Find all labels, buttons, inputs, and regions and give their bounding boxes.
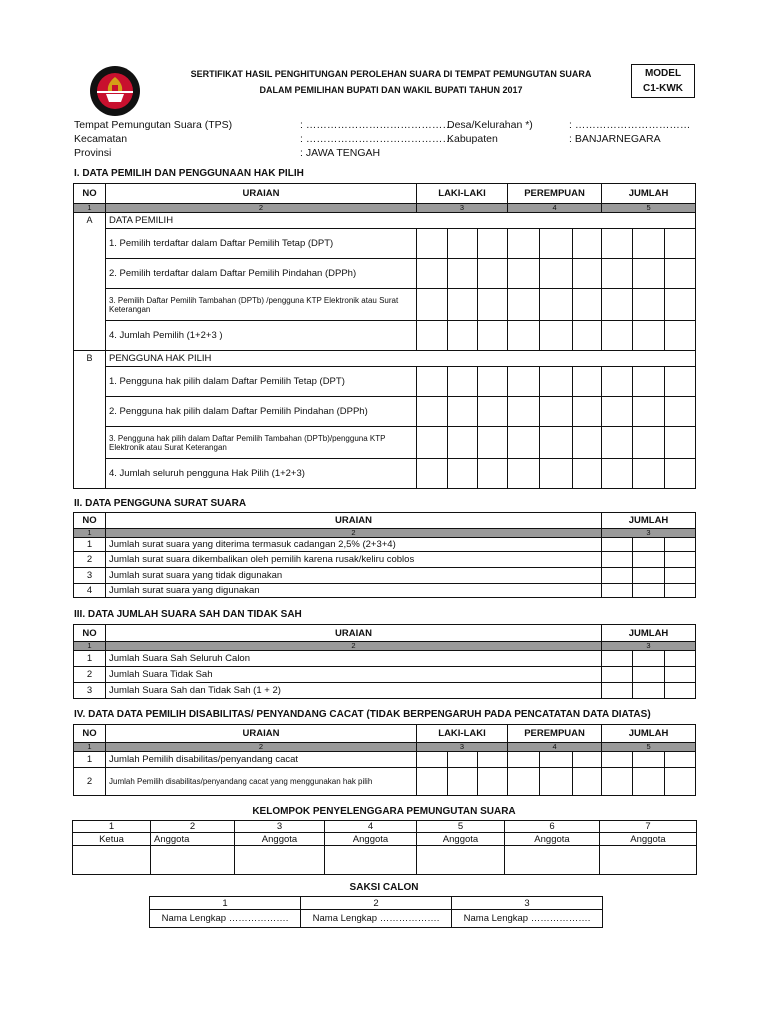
- digit-cell[interactable]: [417, 397, 448, 427]
- section3-number-row: [74, 642, 696, 651]
- row-label: 1. Pengguna hak pilih dalam Daftar Pemilih Tetap (DPT): [106, 367, 417, 397]
- table-row: [74, 752, 696, 768]
- row-no: 1: [74, 651, 106, 667]
- col-number: 2: [151, 821, 235, 833]
- digit-cell[interactable]: [478, 229, 508, 259]
- group-b-label: PENGGUNA HAK PILIH: [106, 351, 696, 367]
- signature-cell[interactable]: [505, 846, 600, 875]
- digit-cell[interactable]: [540, 289, 573, 321]
- digit-cell[interactable]: [665, 321, 696, 351]
- row-label: 2. Pemilih terdaftar dalam Daftar Pemilih Pindahan (DPPh): [106, 259, 417, 289]
- header-no: NO: [74, 725, 106, 743]
- saksi-name-row: [150, 910, 603, 928]
- desa-value[interactable]: : ……………………………: [569, 119, 691, 131]
- row-label: Jumlah Pemilih disabilitas/penyandang cacat: [106, 752, 417, 768]
- row-label: Jumlah Suara Sah dan Tidak Sah (1 + 2): [106, 683, 602, 699]
- header-jumlah: JUMLAH: [602, 184, 696, 204]
- section2-title: II. DATA PENGGUNA SURAT SUARA: [74, 498, 247, 509]
- group-b-header-row: [74, 351, 696, 367]
- table-row: [74, 568, 696, 584]
- row-no: 4: [74, 584, 106, 598]
- digit-cell[interactable]: [448, 367, 478, 397]
- role-anggota: Anggota: [235, 833, 325, 846]
- identity-labels-right: [447, 118, 567, 146]
- digit-cell[interactable]: [540, 459, 573, 489]
- digit-cell[interactable]: [508, 768, 540, 796]
- row-label: Jumlah surat suara yang digunakan: [106, 584, 602, 598]
- role-ketua: Ketua: [73, 833, 151, 846]
- digit-cell[interactable]: [602, 768, 633, 796]
- digit-cell[interactable]: [448, 229, 478, 259]
- digit-cell[interactable]: [417, 289, 448, 321]
- table-row: [74, 229, 696, 259]
- document-title: [150, 66, 632, 98]
- section4-header-row: [74, 725, 696, 743]
- digit-cell[interactable]: [573, 427, 602, 459]
- digit-cell[interactable]: [633, 321, 665, 351]
- row-no: 1: [74, 538, 106, 552]
- identity-values-left: [300, 118, 453, 160]
- digit-cell[interactable]: [633, 667, 665, 683]
- digit-cell[interactable]: [602, 427, 633, 459]
- digit-cell[interactable]: [633, 229, 665, 259]
- digit-cell[interactable]: [540, 229, 573, 259]
- digit-cell[interactable]: [540, 427, 573, 459]
- row-no: 3: [74, 683, 106, 699]
- signature-cell[interactable]: [325, 846, 417, 875]
- col-number: 3: [235, 821, 325, 833]
- digit-cell[interactable]: [417, 427, 448, 459]
- kpu-logo: [88, 64, 142, 118]
- table-row: [74, 367, 696, 397]
- digit-cell[interactable]: [665, 584, 696, 598]
- digit-cell[interactable]: [448, 289, 478, 321]
- table-row: [74, 683, 696, 699]
- digit-cell[interactable]: [665, 538, 696, 552]
- digit-cell[interactable]: [573, 259, 602, 289]
- section3-table: [73, 624, 696, 699]
- digit-cell[interactable]: [633, 568, 665, 584]
- role-anggota: Anggota: [600, 833, 697, 846]
- digit-cell[interactable]: [633, 752, 665, 768]
- col-number: 1: [74, 204, 106, 213]
- kecamatan-value[interactable]: : ……………………………………: [300, 133, 453, 145]
- digit-cell[interactable]: [417, 259, 448, 289]
- digit-cell[interactable]: [478, 459, 508, 489]
- row-label: 3. Pengguna hak pilih dalam Daftar Pemilih Tambahan (DPTb)/pengguna KTP Elektronik atau Surat Keterangan: [106, 427, 417, 459]
- col-number: 7: [600, 821, 697, 833]
- table-row: [74, 651, 696, 667]
- digit-cell[interactable]: [508, 459, 540, 489]
- digit-cell[interactable]: [448, 397, 478, 427]
- digit-cell[interactable]: [665, 459, 696, 489]
- saksi-name-field[interactable]: Nama Lengkap ……………….: [452, 910, 603, 928]
- digit-cell[interactable]: [508, 427, 540, 459]
- col-number: 2: [301, 897, 452, 910]
- digit-cell[interactable]: [448, 768, 478, 796]
- digit-cell[interactable]: [602, 321, 633, 351]
- digit-cell[interactable]: [602, 459, 633, 489]
- provinsi-label: Provinsi: [74, 147, 112, 159]
- header-perempuan: PEREMPUAN: [508, 725, 602, 743]
- digit-cell[interactable]: [508, 229, 540, 259]
- digit-cell[interactable]: [448, 259, 478, 289]
- section1-table: [73, 183, 696, 489]
- row-label: Jumlah surat suara yang diterima termasuk cadangan 2,5% (2+3+4): [106, 538, 602, 552]
- digit-cell[interactable]: [633, 259, 665, 289]
- saksi-name-field[interactable]: Nama Lengkap ……………….: [301, 910, 452, 928]
- col-number: 1: [74, 642, 106, 651]
- group-a-no: A: [74, 213, 106, 351]
- digit-cell[interactable]: [602, 568, 633, 584]
- saksi-title: SAKSI CALON: [349, 882, 419, 893]
- header-uraian: URAIAN: [106, 513, 602, 529]
- table-row: [74, 538, 696, 552]
- digit-cell[interactable]: [448, 752, 478, 768]
- digit-cell[interactable]: [573, 321, 602, 351]
- digit-cell[interactable]: [508, 321, 540, 351]
- digit-cell[interactable]: [448, 321, 478, 351]
- digit-cell[interactable]: [417, 321, 448, 351]
- kpps-title: KELOMPOK PENYELENGGARA PEMUNGUTAN SUARA: [252, 806, 516, 817]
- digit-cell[interactable]: [602, 752, 633, 768]
- row-label: 2. Pengguna hak pilih dalam Daftar Pemilih Pindahan (DPPh): [106, 397, 417, 427]
- digit-cell[interactable]: [633, 427, 665, 459]
- header-perempuan: PEREMPUAN: [508, 184, 602, 204]
- digit-cell[interactable]: [478, 768, 508, 796]
- row-label: Jumlah Suara Sah Seluruh Calon: [106, 651, 602, 667]
- digit-cell[interactable]: [665, 259, 696, 289]
- digit-cell[interactable]: [573, 397, 602, 427]
- digit-cell[interactable]: [573, 289, 602, 321]
- identity-values-right: [569, 118, 695, 146]
- header-jumlah: JUMLAH: [602, 625, 696, 642]
- digit-cell[interactable]: [540, 768, 573, 796]
- signature-cell[interactable]: [600, 846, 697, 875]
- col-number: 6: [505, 821, 600, 833]
- digit-cell[interactable]: [448, 459, 478, 489]
- tps-value[interactable]: : ……………………………………: [300, 119, 453, 131]
- saksi-number-row: [150, 897, 603, 910]
- table-row: [74, 259, 696, 289]
- digit-cell[interactable]: [602, 651, 633, 667]
- role-anggota: Anggota: [325, 833, 417, 846]
- group-a-header-row: [74, 213, 696, 229]
- digit-cell[interactable]: [665, 568, 696, 584]
- col-number: 2: [106, 529, 602, 538]
- table-row: [74, 289, 696, 321]
- digit-cell[interactable]: [573, 768, 602, 796]
- row-label: Jumlah surat suara dikembalikan oleh pemilih karena rusak/keliru coblos: [106, 552, 602, 568]
- row-label: Jumlah Pemilih disabilitas/penyandang cacat yang menggunakan hak pilih: [106, 768, 417, 796]
- group-a-label: DATA PEMILIH: [106, 213, 696, 229]
- row-no: 2: [74, 552, 106, 568]
- col-number: 3: [417, 743, 508, 752]
- saksi-table: [149, 896, 603, 928]
- digit-cell[interactable]: [602, 229, 633, 259]
- title-line-2: DALAM PEMILIHAN BUPATI DAN WAKIL BUPATI TAHUN 2017: [259, 85, 523, 95]
- digit-cell[interactable]: [665, 667, 696, 683]
- digit-cell[interactable]: [665, 289, 696, 321]
- digit-cell[interactable]: [665, 367, 696, 397]
- row-no: 2: [74, 768, 106, 796]
- kabupaten-value: : BANJARNEGARA: [569, 133, 661, 145]
- digit-cell[interactable]: [573, 367, 602, 397]
- row-label: 1. Pemilih terdaftar dalam Daftar Pemilih Tetap (DPT): [106, 229, 417, 259]
- model-code: C1-KWK: [643, 83, 683, 94]
- saksi-name-field[interactable]: Nama Lengkap ……………….: [150, 910, 301, 928]
- section1-header-row: [74, 184, 696, 204]
- digit-cell[interactable]: [508, 367, 540, 397]
- digit-cell[interactable]: [478, 397, 508, 427]
- col-number: 2: [106, 642, 602, 651]
- digit-cell[interactable]: [633, 459, 665, 489]
- digit-cell[interactable]: [633, 768, 665, 796]
- col-number: 1: [74, 743, 106, 752]
- digit-cell[interactable]: [508, 752, 540, 768]
- digit-cell[interactable]: [633, 651, 665, 667]
- digit-cell[interactable]: [633, 289, 665, 321]
- digit-cell[interactable]: [508, 259, 540, 289]
- digit-cell[interactable]: [448, 427, 478, 459]
- col-number: 2: [106, 204, 417, 213]
- title-line-1: SERTIFIKAT HASIL PENGHITUNGAN PEROLEHAN SUARA DI TEMPAT PEMUNGUTAN SUARA: [190, 69, 592, 79]
- header-no: NO: [74, 184, 106, 204]
- row-label: 3. Pemilih Daftar Pemilih Tambahan (DPTb) /pengguna KTP Elektronik atau Surat Keterangan: [106, 289, 417, 321]
- digit-cell[interactable]: [478, 752, 508, 768]
- digit-cell[interactable]: [417, 768, 448, 796]
- header-jumlah: JUMLAH: [602, 725, 696, 743]
- row-label: 4. Jumlah seluruh pengguna Hak Pilih (1+2+3): [106, 459, 417, 489]
- header-no: NO: [74, 513, 106, 529]
- group-b-no: B: [74, 351, 106, 489]
- digit-cell[interactable]: [665, 427, 696, 459]
- table-row: [74, 321, 696, 351]
- section2-table: [73, 512, 696, 598]
- desa-label: Desa/Kelurahan *): [447, 119, 533, 131]
- digit-cell[interactable]: [417, 459, 448, 489]
- tps-label: Tempat Pemungutan Suara (TPS): [74, 119, 233, 131]
- col-number: 1: [73, 821, 151, 833]
- section4-title: IV. DATA DATA PEMILIH DISABILITAS/ PENYANDANG CACAT (TIDAK BERPENGARUH PADA PENCATATAN DATA DIATAS): [74, 709, 651, 720]
- digit-cell[interactable]: [633, 584, 665, 598]
- section1-title: I. DATA PEMILIH DAN PENGGUNAAN HAK PILIH: [74, 168, 304, 179]
- header-jumlah: JUMLAH: [602, 513, 696, 529]
- digit-cell[interactable]: [633, 397, 665, 427]
- digit-cell[interactable]: [602, 259, 633, 289]
- kpps-table: [72, 820, 697, 875]
- header-uraian: URAIAN: [106, 725, 417, 743]
- header-uraian: URAIAN: [106, 625, 602, 642]
- digit-cell[interactable]: [633, 552, 665, 568]
- table-row: [74, 397, 696, 427]
- table-row: [74, 459, 696, 489]
- section3-header-row: [74, 625, 696, 642]
- digit-cell[interactable]: [633, 538, 665, 552]
- signature-cell[interactable]: [235, 846, 325, 875]
- model-label: MODEL: [644, 68, 682, 79]
- digit-cell[interactable]: [665, 752, 696, 768]
- digit-cell[interactable]: [602, 584, 633, 598]
- digit-cell[interactable]: [633, 367, 665, 397]
- digit-cell[interactable]: [478, 367, 508, 397]
- col-number: 1: [150, 897, 301, 910]
- digit-cell[interactable]: [417, 229, 448, 259]
- digit-cell[interactable]: [665, 229, 696, 259]
- kpps-signature-row: [73, 846, 697, 875]
- col-number: 2: [106, 743, 417, 752]
- digit-cell[interactable]: [665, 651, 696, 667]
- identity-labels-left: [74, 118, 300, 160]
- table-row: [74, 667, 696, 683]
- role-anggota: Anggota: [417, 833, 505, 846]
- digit-cell[interactable]: [573, 459, 602, 489]
- digit-cell[interactable]: [508, 397, 540, 427]
- section4-table: [73, 724, 696, 796]
- header-laki-laki: LAKI-LAKI: [417, 725, 508, 743]
- col-number: 3: [417, 204, 508, 213]
- digit-cell[interactable]: [573, 752, 602, 768]
- col-number: 5: [417, 821, 505, 833]
- table-row: [74, 552, 696, 568]
- digit-cell[interactable]: [602, 683, 633, 699]
- signature-cell[interactable]: [417, 846, 505, 875]
- kecamatan-label: Kecamatan: [74, 133, 128, 145]
- digit-cell[interactable]: [602, 552, 633, 568]
- col-number: 4: [508, 743, 602, 752]
- row-label: Jumlah surat suara yang tidak digunakan: [106, 568, 602, 584]
- row-no: 2: [74, 667, 106, 683]
- row-label: Jumlah Suara Tidak Sah: [106, 667, 602, 683]
- row-label: 4. Jumlah Pemilih (1+2+3 ): [106, 321, 417, 351]
- col-number: 5: [602, 204, 696, 213]
- digit-cell[interactable]: [573, 229, 602, 259]
- digit-cell[interactable]: [540, 321, 573, 351]
- digit-cell[interactable]: [508, 289, 540, 321]
- col-number: 3: [602, 529, 696, 538]
- digit-cell[interactable]: [602, 397, 633, 427]
- digit-cell[interactable]: [602, 667, 633, 683]
- header-no: NO: [74, 625, 106, 642]
- digit-cell[interactable]: [602, 289, 633, 321]
- table-row: [74, 584, 696, 598]
- row-no: 1: [74, 752, 106, 768]
- col-number: 3: [452, 897, 603, 910]
- role-anggota: Anggota: [151, 833, 235, 846]
- row-no: 3: [74, 568, 106, 584]
- digit-cell[interactable]: [540, 397, 573, 427]
- col-number: 1: [74, 529, 106, 538]
- digit-cell[interactable]: [540, 259, 573, 289]
- section4-number-row: [74, 743, 696, 752]
- signature-cell[interactable]: [73, 846, 151, 875]
- col-number: 5: [602, 743, 696, 752]
- table-row: [74, 768, 696, 796]
- digit-cell[interactable]: [633, 683, 665, 699]
- digit-cell[interactable]: [417, 367, 448, 397]
- section2-header-row: [74, 513, 696, 529]
- digit-cell[interactable]: [540, 367, 573, 397]
- role-anggota: Anggota: [505, 833, 600, 846]
- digit-cell[interactable]: [478, 321, 508, 351]
- signature-cell[interactable]: [151, 846, 235, 875]
- digit-cell[interactable]: [602, 367, 633, 397]
- digit-cell[interactable]: [478, 427, 508, 459]
- provinsi-value: : JAWA TENGAH: [300, 147, 381, 159]
- col-number: 4: [508, 204, 602, 213]
- section2-number-row: [74, 529, 696, 538]
- kpps-role-row: [73, 833, 697, 846]
- digit-cell[interactable]: [665, 552, 696, 568]
- digit-cell[interactable]: [417, 752, 448, 768]
- kabupaten-label: Kabupaten: [447, 133, 498, 145]
- section1-number-row: [74, 204, 696, 213]
- table-row: [74, 427, 696, 459]
- col-number: 4: [325, 821, 417, 833]
- header-laki-laki: LAKI-LAKI: [417, 184, 508, 204]
- digit-cell[interactable]: [478, 259, 508, 289]
- digit-cell[interactable]: [665, 768, 696, 796]
- model-box: [631, 64, 695, 98]
- digit-cell[interactable]: [540, 752, 573, 768]
- section3-title: III. DATA JUMLAH SUARA SAH DAN TIDAK SAH: [74, 609, 302, 620]
- kpps-number-row: [73, 821, 697, 833]
- col-number: 3: [602, 642, 696, 651]
- digit-cell[interactable]: [665, 397, 696, 427]
- digit-cell[interactable]: [602, 538, 633, 552]
- header-uraian: URAIAN: [106, 184, 417, 204]
- digit-cell[interactable]: [478, 289, 508, 321]
- digit-cell[interactable]: [665, 683, 696, 699]
